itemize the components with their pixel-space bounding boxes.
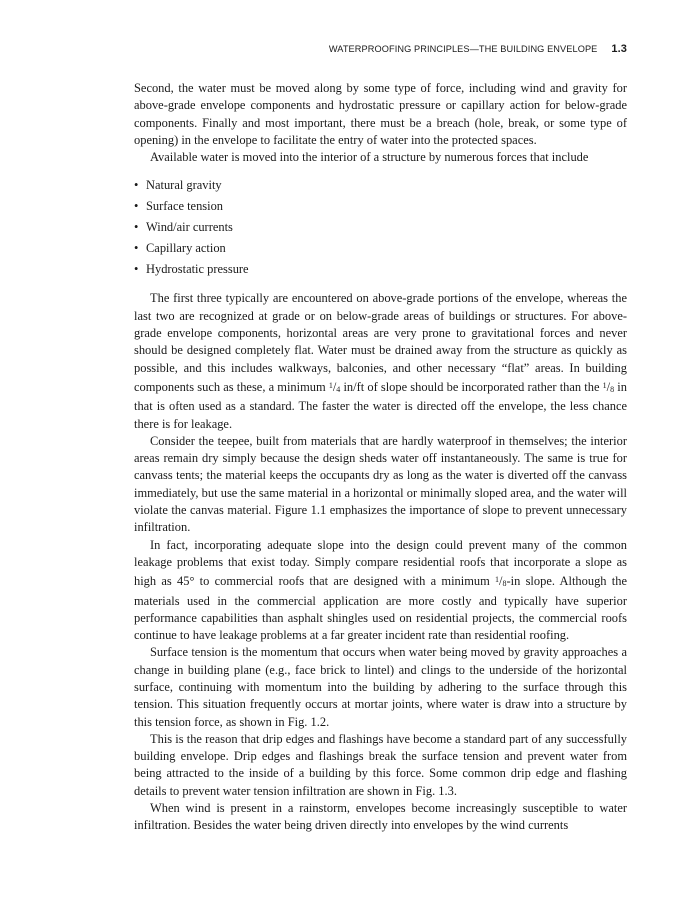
list-item-text: Natural gravity (146, 178, 222, 193)
bullet-list (134, 175, 627, 279)
paragraph: The first three typically are encountered on above-grade portions of the envelope, whereas the last two are recognized at grade or on below-grade areas of buildings or structures. For above-grade envelope components, horizontal areas are very prone to gravitational forces and never should be designed completely flat. Water must be drained away from the structure as quickly as possible, and this includes walkways, balconies, and other necessary “flat” areas. In building components such as these, a minimum $^1/_4$ in/ft of slope should be incorporated rather than the $^1/_8$ in that is often used as a standard. The faster the water is directed off the envelope, the less chance there is for leakage. (134, 291, 627, 431)
body-text (134, 80, 627, 835)
list-item-text: Surface tension (146, 199, 224, 214)
bullet-icon: • (134, 261, 139, 276)
list-item-text: Hydrostatic pressure (146, 261, 249, 276)
list-item-text: Wind/air currents (146, 220, 233, 235)
paragraph: In fact, incorporating adequate slope into the design could prevent many of the common leakage problems that exist today. Simply compare residential roofs that incorporate a slope as high as 45° to commercial roofs that are designed with a minimum $^1/_8-in$ slope. Although the materials used in the commercial application are more costly and typically have superior performance capabilities than asphalt shingles used on residential projects, the commercial roofs continue to have leakage problems at a far greater incident rate than residential roofing. (134, 537, 627, 643)
running-head (134, 43, 627, 55)
list-item (134, 238, 627, 259)
paragraph: Available water is moved into the interior of a structure by numerous forces that include (150, 150, 589, 165)
bullet-icon: • (134, 199, 139, 214)
bullet-icon: • (134, 178, 139, 193)
list-item (134, 196, 627, 217)
list-item (134, 217, 627, 238)
running-title: WATERPROOFING PRINCIPLES—THE BUILDING ENVELOPE (328, 44, 598, 54)
bullet-icon: • (134, 220, 139, 235)
list-item-text: Capillary action (146, 240, 226, 255)
paragraph: This is the reason that drip edges and flashings have become a standard part of any successfully building envelope. Drip edges and flashings break the surface tension and prevent water from being attracted to the inside of a building by this force. Some common drip edge and flashing details to prevent water tension infiltration are shown in Fig. 1.3. (134, 731, 627, 798)
paragraph: Second, the water must be moved along by some type of force, including wind and gravity for above-grade envelope components and hydrostatic pressure or capillary action for below-grade components. Finally and most important, there must be a breach (hole, break, or some type of opening) in the envelope to facilitate the entry of water into the protected spaces. (134, 81, 627, 147)
bullet-icon: • (134, 240, 139, 255)
paragraph: Consider the teepee, built from materials that are hardly waterproof in themselves; the interior areas remain dry simply because the design sheds water off instantaneously. The same is true for canvass tents; the material keeps the occupants dry as long as the water is diverted off the canvass immediately, but use the same material in a horizontal or minimally sloped area, and the water will violate the canvas material. Figure 1.1 emphasizes the importance of slope to prevent unnecessary infiltration. (134, 433, 627, 535)
list-item (134, 259, 627, 280)
paragraph: Surface tension is the momentum that occurs when water being moved by gravity approaches a change in building plane (e.g., face brick to lintel) and clings to the underside of the horizontal surface, continuing with momentum into the building by adhering to the surface through this tension. This situation frequently occurs at mortar joints, where water is draw into a structure by this tension force, as shown in Fig. 1.2. (134, 645, 627, 729)
list-item (134, 175, 627, 196)
page-number: 1.3 (611, 43, 627, 55)
paragraph: When wind is present in a rainstorm, envelopes become increasingly susceptible to water infiltration. Besides the water being driven directly into envelopes by the wind currents (134, 801, 627, 833)
